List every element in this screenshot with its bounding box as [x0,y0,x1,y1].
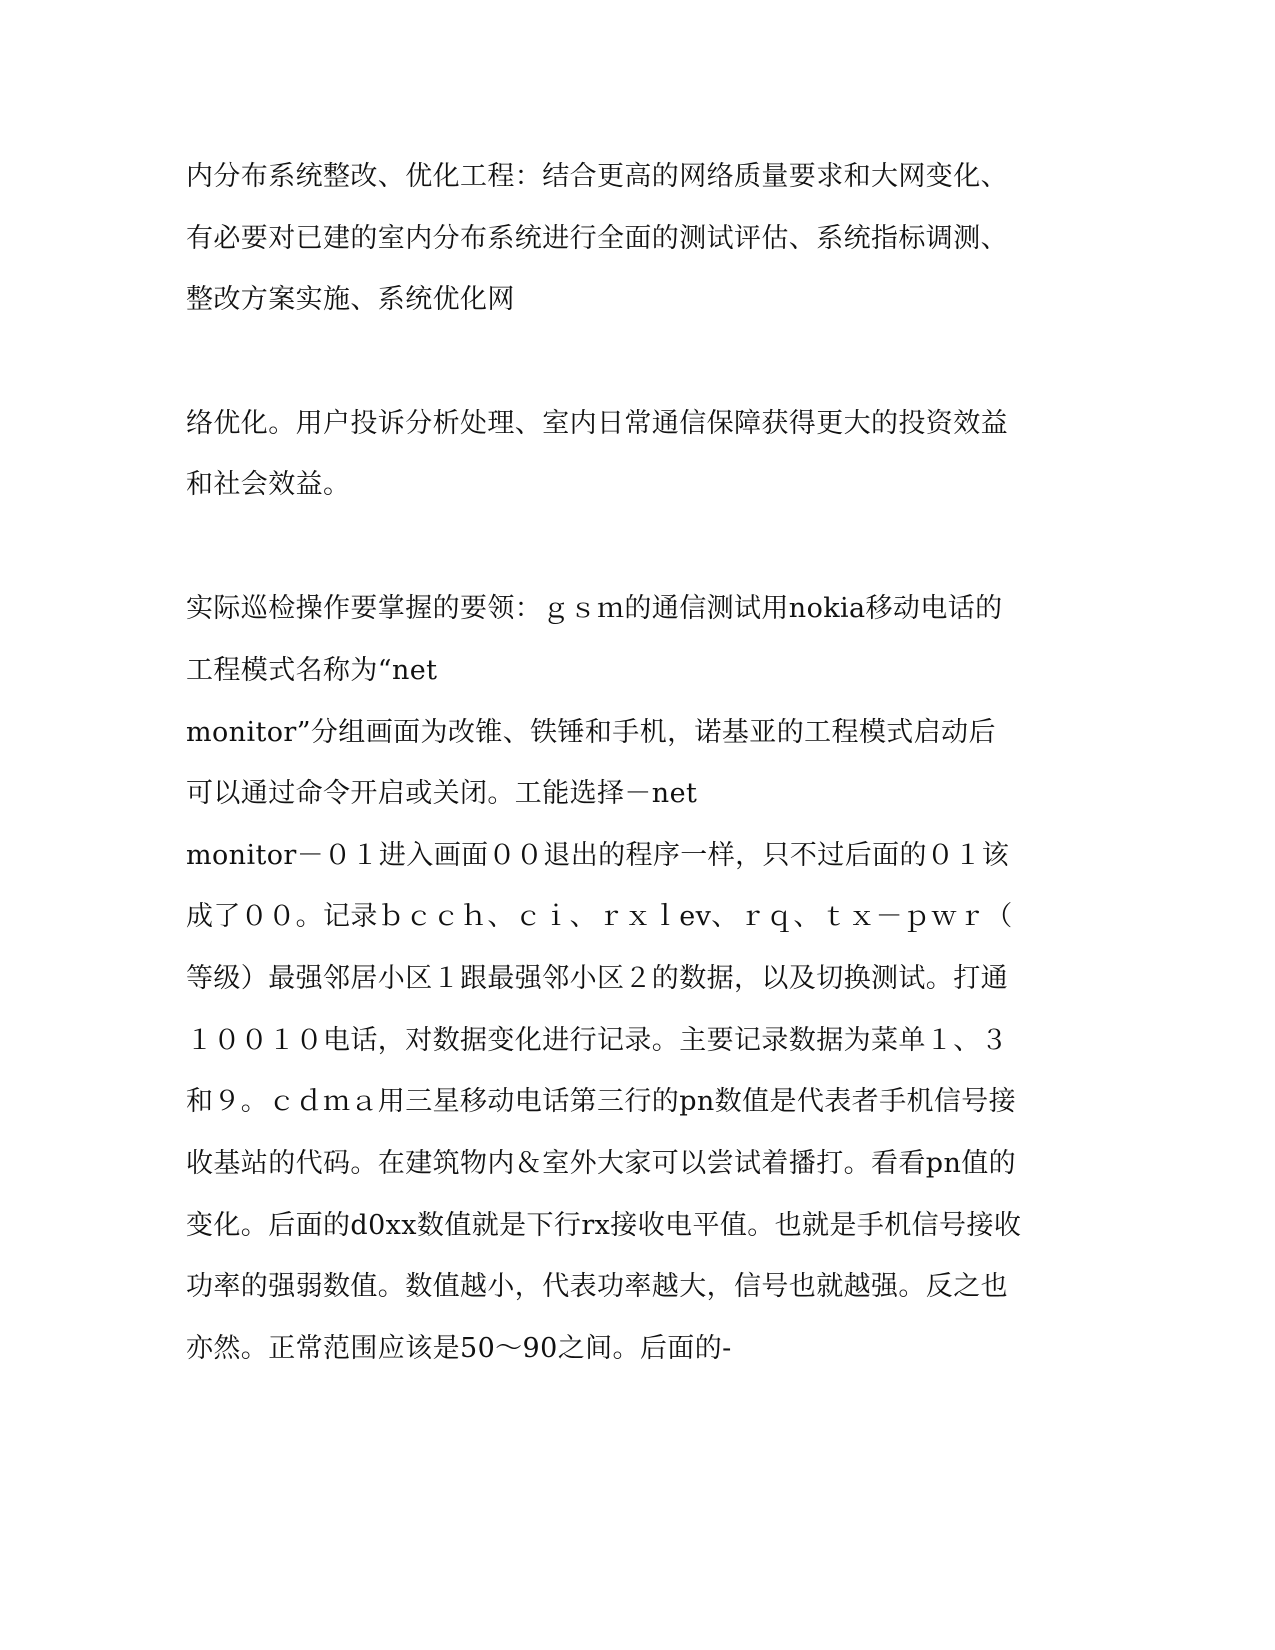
paragraph-line: 和９。ｃｄｍａ用三星移动电话第三行的pn数值是代表者手机信号接 [186,1086,1017,1117]
paragraph-line: 收基站的代码。在建筑物内＆室外大家可以尝试着播打。看看pn值的 [186,1148,1017,1179]
paragraph-line: 可以通过命令开启或关闭。工能选择－net [186,778,698,809]
paragraph-line: １００１０电话，对数据变化进行记录。主要记录数据为菜单１、３ [186,1025,1008,1056]
paragraph-line: monitor－０１进入画面００退出的程序一样，只不过后面的０１该 [186,840,1010,871]
paragraph-line: 工程模式名称为“net [186,655,438,686]
paragraph-line: 成了００。记录ｂｃｃｈ、ｃｉ、ｒｘｌev、ｒｑ、ｔｘ－ｐｗｒ（ [186,901,1013,932]
paragraph-line: 有必要对已建的室内分布系统进行全面的测试评估、系统指标调测、 [186,223,1008,254]
paragraph-line: 和社会效益。 [186,469,351,500]
paragraph-line: 内分布系统整改、优化工程：结合更高的网络质量要求和大网变化、 [186,161,1008,192]
paragraph-line: 络优化。用户投诉分析处理、室内日常通信保障获得更大的投资效益 [186,408,1008,439]
paragraph-line: 功率的强弱数值。数值越小，代表功率越大，信号也就越强。反之也 [186,1271,1008,1302]
paragraph-line: 等级）最强邻居小区１跟最强邻小区２的数据，以及切换测试。打通 [186,963,1008,994]
paragraph-line: 亦然。正常范围应该是50～90之间。后面的- [186,1333,732,1364]
paragraph-line: 实际巡检操作要掌握的要领：ｇｓｍ的通信测试用nokia移动电话的 [186,593,1003,624]
paragraph-line: 变化。后面的d0xx数值就是下行rx接收电平值。也就是手机信号接收 [186,1210,1022,1241]
paragraph-line: 整改方案实施、系统优化网 [186,284,515,315]
paragraph-line: monitor”分组画面为改锥、铁锤和手机，诺基亚的工程模式启动后 [186,717,996,748]
